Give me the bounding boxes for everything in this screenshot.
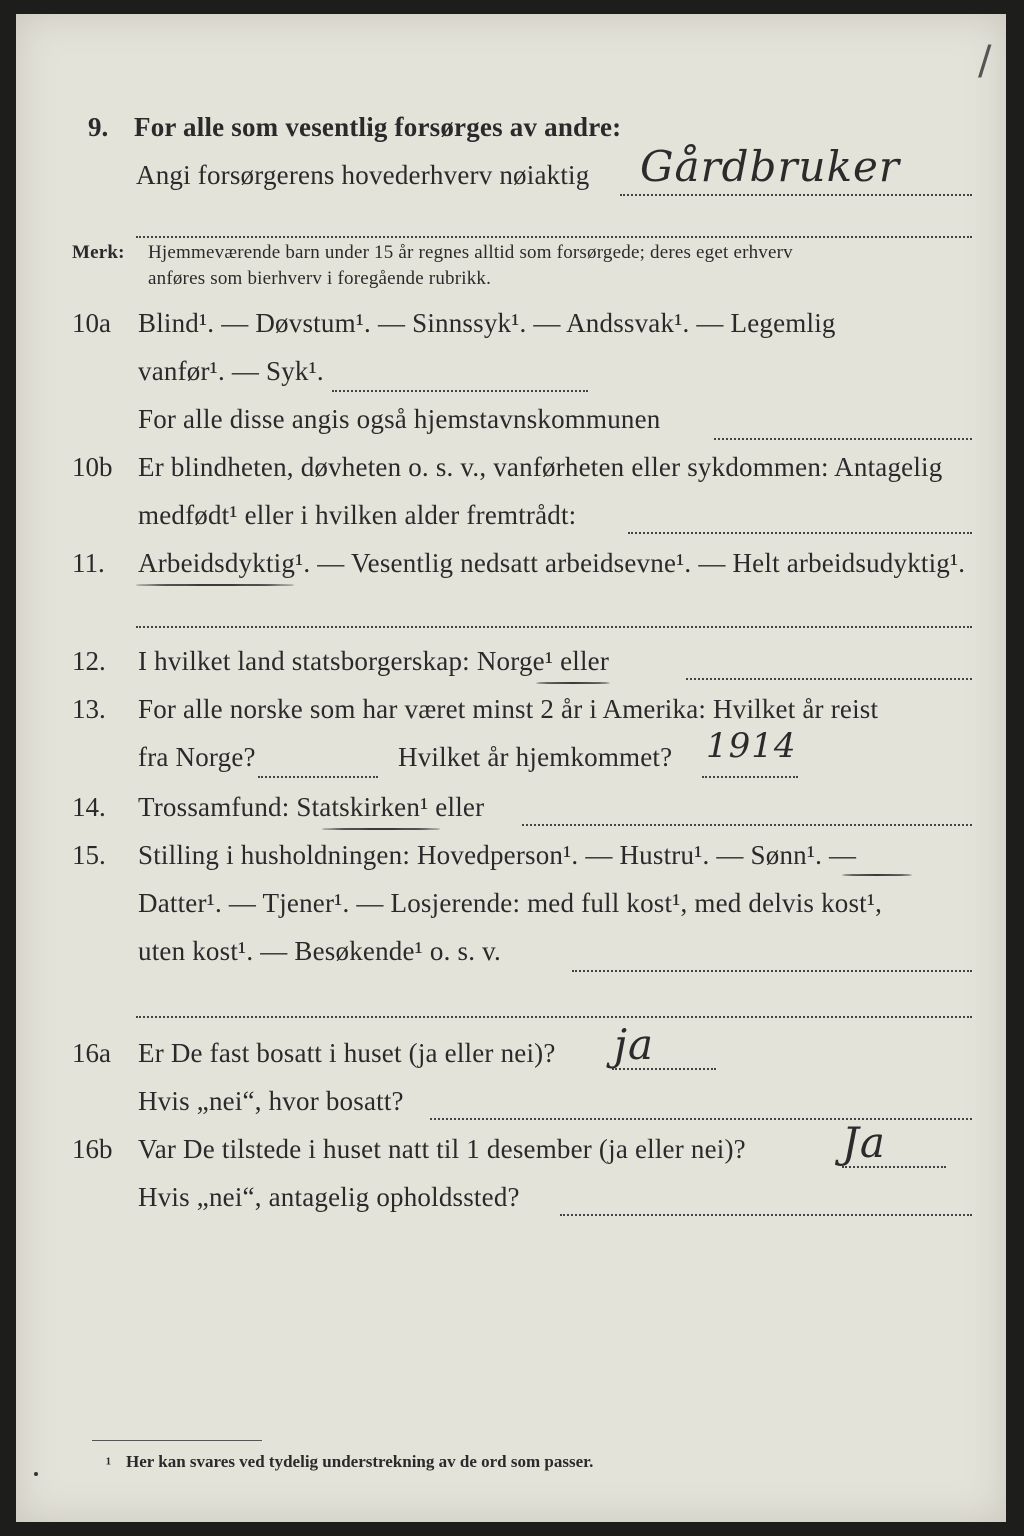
q11-underline-arbeidsdyktig — [136, 584, 294, 586]
q10a-line3: For alle disse angis også hjemstavnskommunen — [138, 404, 661, 434]
q15-answer-line — [572, 970, 972, 972]
q10a-kommune-line — [714, 438, 972, 440]
q13-line2a: fra Norge? — [138, 742, 256, 772]
q9-label: Angi forsørgerens hovederhverv nøiaktig — [136, 160, 590, 190]
q12-answer-line — [686, 678, 972, 680]
q12-number: 12. — [72, 646, 106, 676]
q15-line3: uten kost¹. — Besøkende¹ o. s. v. — [138, 936, 502, 966]
q16a-answer: ja — [614, 1020, 655, 1069]
q16a-bosatt-line — [430, 1118, 972, 1120]
q13-reist-line — [258, 776, 378, 778]
q10a-line2: vanfør¹. — Syk¹. — [138, 356, 324, 386]
q16b-answer: Ja — [842, 1118, 886, 1167]
q16a-line1: Er De fast bosatt i huset (ja eller nei)? — [138, 1038, 556, 1068]
q9-extra-line — [136, 236, 972, 238]
q14-underline-statskirken — [322, 828, 440, 830]
q13-line1: For alle norske som har været minst 2 år i Amerika: Hvilket år reist — [138, 694, 879, 724]
q16b-number: 16b — [72, 1134, 113, 1164]
q13-hjemkommet-line — [702, 776, 798, 778]
q15-extra-line — [136, 1016, 972, 1018]
q14-line1: Trossamfund: Statskirken¹ eller — [138, 792, 485, 822]
q9-heading: For alle som vesentlig forsørges av andre: — [134, 112, 622, 142]
q10b-line1: Er blindheten, døvheten o. s. v., vanførheten eller sykdommen: Antagelig — [138, 452, 943, 482]
q9-number: 9. — [88, 112, 109, 142]
q13-line2b: Hvilket år hjemkommet? — [398, 742, 673, 772]
q13-number: 13. — [72, 694, 106, 724]
q10a-number: 10a — [72, 308, 111, 338]
q11-extra-line — [136, 626, 972, 628]
q13-answer: 1914 — [706, 726, 797, 766]
q12-underline-norge — [536, 682, 610, 684]
q11-line1: Arbeidsdyktig¹. — Vesentlig nedsatt arbeidsevne¹. — Helt arbeidsudyktig¹. — [138, 548, 966, 578]
q16b-opholdssted-line — [560, 1214, 972, 1216]
q10a-line1: Blind¹. — Døvstum¹. — Sinnssyk¹. — Andssvak¹. — Legemlig — [138, 308, 836, 338]
q11-number: 11. — [72, 548, 105, 578]
footnote-text: Her kan svares ved tydelig understrekning av de ord som passer. — [126, 1452, 594, 1471]
merk-label: Merk: — [72, 242, 125, 263]
q10b-number: 10b — [72, 452, 113, 482]
q9-answer: Gårdbruker — [640, 142, 900, 191]
q15-line1: Stilling i husholdningen: Hovedperson¹. — Hustru¹. — Sønn¹. — — [138, 840, 857, 870]
q10a-syk-line — [332, 390, 588, 392]
q16b-line2: Hvis „nei“, antagelig opholdssted? — [138, 1182, 520, 1212]
q15-number: 15. — [72, 840, 106, 870]
census-form-page — [16, 14, 1006, 1522]
q15-underline-sonn — [842, 874, 912, 876]
q14-number: 14. — [72, 792, 106, 822]
footnote-mark: ¹ — [106, 1454, 112, 1473]
q10b-line2: medfødt¹ eller i hvilken alder fremtrådt: — [138, 500, 577, 530]
ink-dot — [34, 1472, 38, 1476]
q10b-answer-line — [628, 532, 972, 534]
merk-line1: Hjemmeværende barn under 15 år regnes alltid som forsørgede; deres eget erhverv — [148, 242, 793, 263]
corner-mark: / — [978, 38, 992, 84]
q16b-line1: Var De tilstede i huset natt til 1 desember (ja eller nei)? — [138, 1134, 746, 1164]
q15-line2: Datter¹. — Tjener¹. — Losjerende: med full kost¹, med delvis kost¹, — [138, 888, 883, 918]
q16a-number: 16a — [72, 1038, 111, 1068]
q12-line1: I hvilket land statsborgerskap: Norge¹ eller — [138, 646, 610, 676]
merk-line2: anføres som bierhverv i foregående rubrikk. — [148, 268, 492, 289]
q16a-line2: Hvis „nei“, hvor bosatt? — [138, 1086, 404, 1116]
q14-answer-line — [522, 824, 972, 826]
q9-answer-line — [620, 194, 972, 196]
footnote-rule — [92, 1440, 262, 1441]
